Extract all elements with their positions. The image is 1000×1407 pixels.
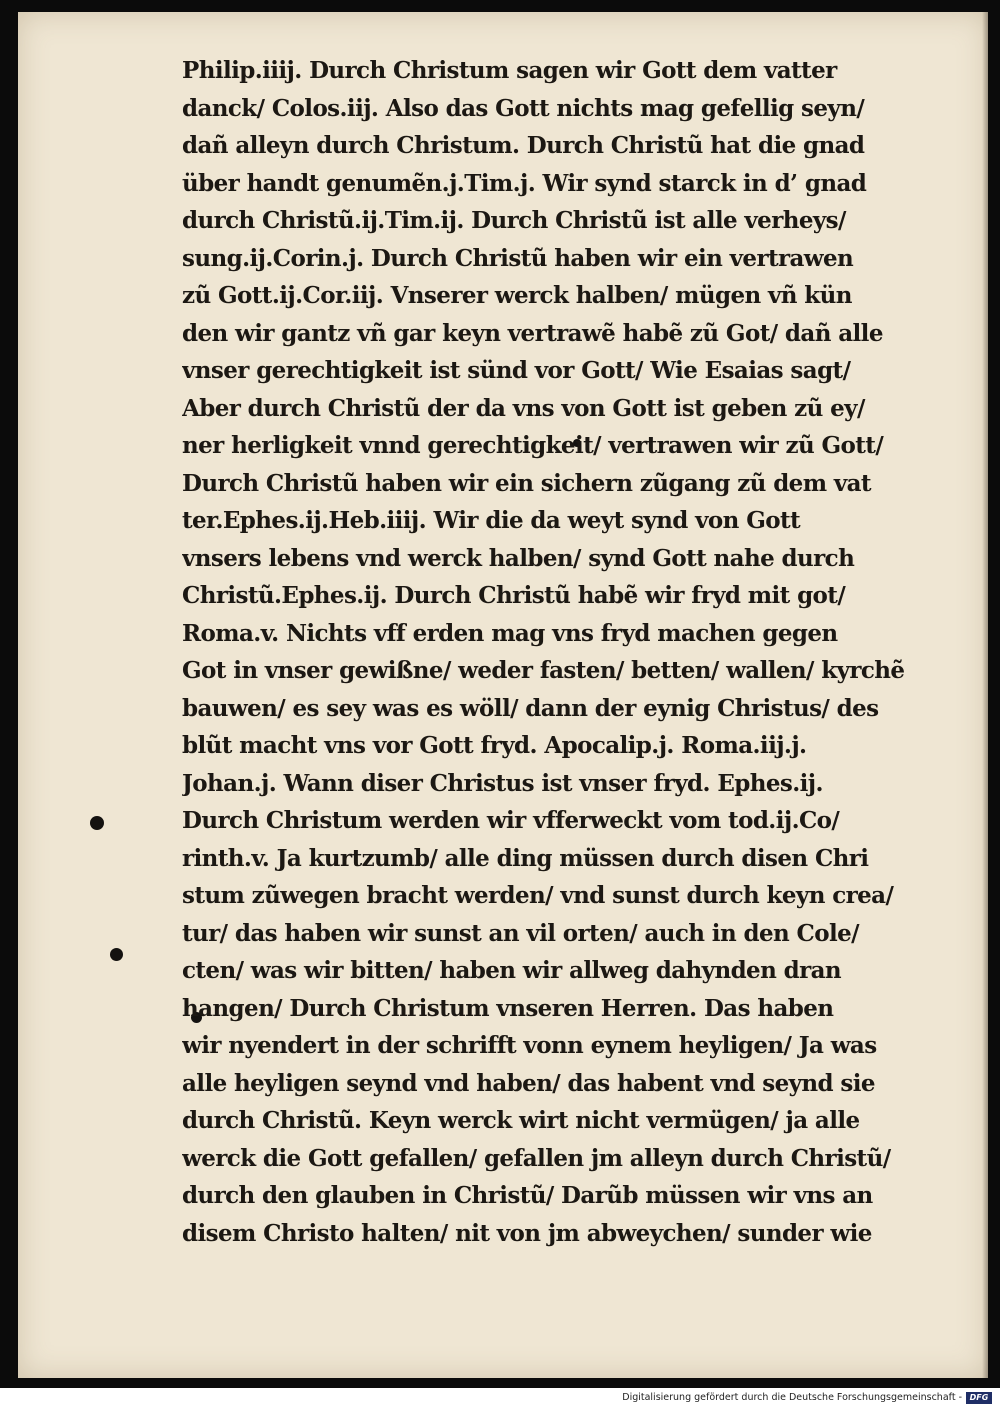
text-line: den wir gantz vñ gar keyn vertrawẽ habẽ zũ Got/ dañ alle [182,319,883,347]
text-line: dañ alleyn durch Christum. Durch Christũ hat die gnad [182,132,865,159]
text-line: Philip.iiij. Durch Christum sagen wir Gott dem vatter [182,57,837,84]
dfg-credit-text: Digitalisierung gefördert durch die Deutsche Forschungsgemeinschaft - [622,1392,962,1403]
text-line: vnser gerechtigkeit ist sünd vor Gott/ Wie Esaias sagt/ [182,357,851,384]
text-line: tur/ das haben wir sunst an vil orten/ auch in den Cole/ [182,919,859,947]
text-line: cten/ was wir bitten/ haben wir allweg dahynden dran [182,957,842,984]
text-line: über handt genumẽn.j.Tim.j. Wir synd starck in d’ gnad [182,169,867,197]
text-line: sung.ij.Corin.j. Durch Christũ haben wir ein vertrawen [182,244,854,272]
text-line: Roma.v. Nichts vff erden mag vns fryd machen gegen [182,619,838,647]
text-line: werck die Gott gefallen/ gefallen jm alleyn durch Christũ/ [182,1144,891,1172]
text-line: disem Christo halten/ nit von jm abweychen/ sunder wie [182,1219,872,1247]
text-line: bauwen/ es sey was es wöll/ dann der eynig Christus/ des [182,694,879,722]
text-line: Johan.j. Wann diser Christus ist vnser fryd. Ephes.ij. [182,769,823,797]
text-line: zũ Gott.ij.Cor.iij. Vnserer werck halben/ mügen vñ kün [182,282,852,309]
text-line: alle heyligen seynd vnd haben/ das habent vnd seynd sie [182,1069,875,1097]
text-line: blũt macht vns vor Gott fryd. Apocalip.j. Roma.iij.j. [182,732,807,759]
text-line: vnsers lebens vnd werck halben/ synd Gott nahe durch [182,544,855,572]
text-line: rinth.v. Ja kurtzumb/ alle ding müssen durch disen Chri [182,844,869,872]
text-line: ner herligkeit vnnd gerechtigkeit/ vertrawen wir zũ Gott/ [182,432,884,459]
text-line: Durch Christum werden wir vfferweckt vom tod.ij.Co/ [182,807,840,834]
ink-spot [110,948,123,961]
text-line: hangen/ Durch Christum vnseren Herren. Das haben [182,994,834,1022]
dfg-logo: DFG [966,1392,992,1404]
page-text-block [182,52,954,1252]
text-line: durch den glauben in Christũ/ Darũb müssen wir vns an [182,1182,873,1209]
text-line: stum zũwegen bracht werden/ vnd sunst durch keyn crea/ [182,882,894,909]
text-line: Christũ.Ephes.ij. Durch Christũ habẽ wir fryd mit got/ [182,582,846,609]
text-line: Got in vnser gewißne/ weder fasten/ betten/ wallen/ kyrchẽ [182,657,905,684]
text-line: durch Christũ. Keyn werck wirt nicht vermügen/ ja alle [182,1107,860,1134]
ink-spot [90,816,104,830]
text-line: danck/ Colos.iij. Also das Gott nichts mag gefellig seyn/ [182,94,865,122]
text-line: wir nyendert in der schrifft vonn eynem heyligen/ Ja was [182,1032,877,1059]
text-line: ter.Ephes.ij.Heb.iiij. Wir die da weyt synd von Gott [182,507,801,534]
text-line: Aber durch Christũ der da vns von Gott ist geben zũ ey/ [182,394,865,422]
text-line: durch Christũ.ij.Tim.ij. Durch Christũ ist alle verheys/ [182,207,846,234]
text-line: Durch Christũ haben wir ein sichern zũgang zũ dem vat [182,469,871,497]
